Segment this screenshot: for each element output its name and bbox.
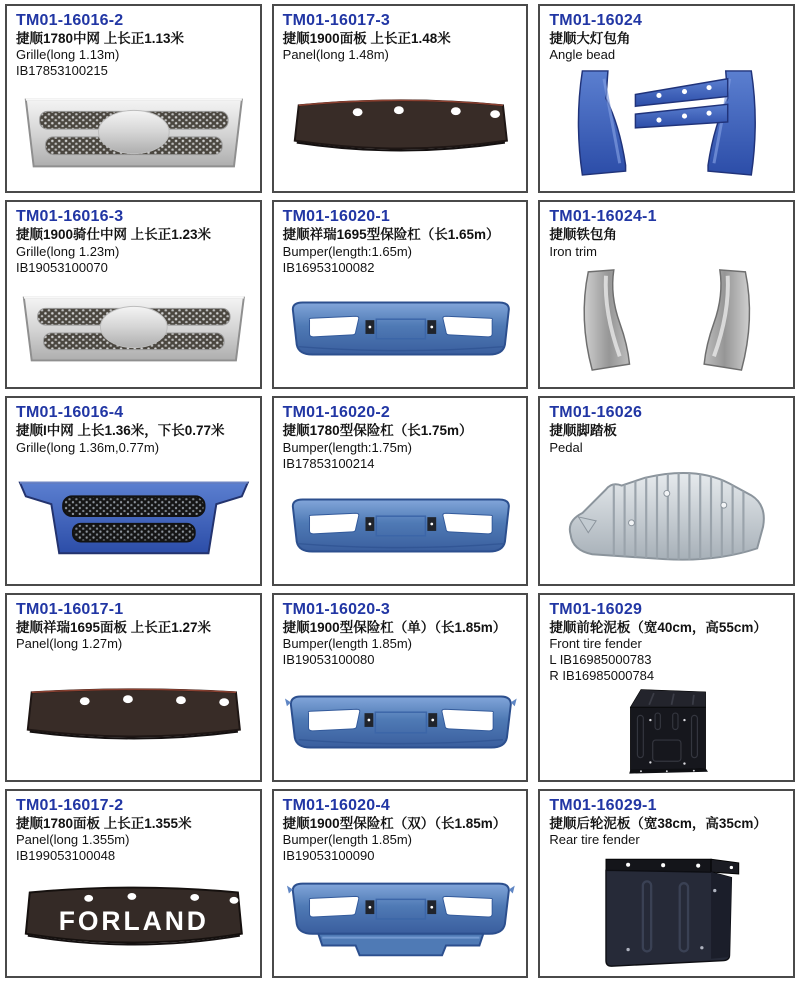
part-code: IB16953100082 <box>282 259 375 275</box>
part-desc-en: Panel(long 1.48m) <box>282 47 389 63</box>
part-desc-cn: 捷顺1900型保险杠（单）（长1.85m） <box>282 619 507 635</box>
angle-bead-image <box>549 63 785 187</box>
dark-panel-image <box>283 63 519 187</box>
part-number: TM01-16017-2 <box>16 796 124 814</box>
catalog-cell-tm01-16017-1 <box>5 593 262 782</box>
part-desc-cn: 捷顺铁包角 <box>549 227 617 243</box>
catalog-cell-tm01-16020-4 <box>272 789 529 978</box>
part-desc-cn: 捷顺1900骑仕中网 上长正1.23米 <box>16 227 212 243</box>
forland-logo-text: FORLAND <box>58 905 209 936</box>
catalog-cell-tm01-16029 <box>538 593 795 782</box>
part-code: IB17853100215 <box>16 63 108 79</box>
part-number: TM01-16020-3 <box>282 600 391 618</box>
iron-trim-image <box>549 260 785 384</box>
silver-grille-image <box>16 275 252 383</box>
part-desc-en: Panel(long 1.27m) <box>16 636 123 652</box>
part-desc-en: Front tire fender <box>549 636 642 652</box>
part-code-right: R IB16985000784 <box>549 667 655 683</box>
part-code-left: L IB16985000783 <box>549 651 652 667</box>
part-number: TM01-16016-3 <box>16 208 124 226</box>
part-code: IB17853100214 <box>282 455 375 471</box>
part-desc-en: Grille(long 1.36m,0.77m) <box>16 439 160 455</box>
part-desc-cn: 捷顺大灯包角 <box>549 31 631 46</box>
part-desc-en: Bumper(length 1.85m) <box>282 636 412 652</box>
part-desc-cn: 捷顺前轮泥板（宽40cm，高55cm） <box>549 619 767 635</box>
blue-bumper-image <box>283 275 519 383</box>
part-desc-en: Grille(long 1.23m) <box>16 243 120 259</box>
part-desc-en: Iron trim <box>549 243 597 259</box>
part-desc-en: Pedal <box>549 439 583 455</box>
part-desc-cn: 捷顺1780面板 上长正1.355米 <box>16 815 192 831</box>
blue-bumper-image <box>283 668 519 776</box>
part-desc-cn: 捷顺脚踏板 <box>549 423 617 439</box>
part-number: TM01-16024-1 <box>549 208 657 226</box>
rear-fender-image <box>549 848 785 972</box>
catalog-cell-tm01-16017-3 <box>272 4 529 193</box>
catalog-cell-tm01-16017-2 <box>5 789 262 978</box>
catalog-cell-tm01-16029-1 <box>538 789 795 978</box>
blue-bumper-lip-image <box>283 864 519 972</box>
part-desc-en: Rear tire fender <box>549 832 640 848</box>
front-fender-image <box>549 684 785 776</box>
part-desc-en: Grille(long 1.13m) <box>16 47 120 63</box>
catalog-cell-tm01-16016-2 <box>5 4 262 193</box>
part-number: TM01-16016-4 <box>16 404 124 422</box>
part-code: IB19053100080 <box>282 651 375 667</box>
part-desc-en: Angle bead <box>549 47 616 63</box>
part-desc-cn: 捷顺I中网 上长1.36米，下长0.77米 <box>16 423 225 439</box>
part-code: IB19053100070 <box>16 259 108 275</box>
part-number: TM01-16026 <box>549 404 643 422</box>
catalog-cell-tm01-16016-3 <box>5 200 262 389</box>
pedal-image <box>549 456 785 580</box>
catalog-cell-tm01-16020-3 <box>272 593 529 782</box>
part-number: TM01-16017-1 <box>16 600 124 618</box>
part-desc-en: Bumper(length 1.85m) <box>282 832 412 848</box>
part-desc-cn: 捷顺祥瑞1695面板 上长正1.27米 <box>16 619 212 635</box>
catalog-cell-tm01-16026 <box>538 396 795 585</box>
part-desc-en: Bumper(length:1.65m) <box>282 243 412 259</box>
part-desc-cn: 捷顺祥瑞1695型保险杠（长1.65m） <box>282 227 500 243</box>
forland-panel-image <box>16 864 252 972</box>
catalog-cell-tm01-16016-4 <box>5 396 262 585</box>
part-desc-cn: 捷顺1780中网 上长正1.13米 <box>16 31 185 46</box>
catalog-cell-tm01-16020-1 <box>272 200 529 389</box>
part-code: IB19053100090 <box>282 848 375 864</box>
part-number: TM01-16016-2 <box>16 12 124 29</box>
part-desc-en: Bumper(length:1.75m) <box>282 439 412 455</box>
catalog-cell-tm01-16024-1 <box>538 200 795 389</box>
part-number: TM01-16020-4 <box>282 796 391 814</box>
part-desc-cn: 捷顺后轮泥板（宽38cm，高35cm） <box>549 815 767 831</box>
part-desc-cn: 捷顺1780型保险杠（长1.75m） <box>282 423 473 439</box>
silver-grille-image <box>16 79 252 187</box>
part-code: IB199053100048 <box>16 848 116 864</box>
part-number: TM01-16020-1 <box>282 208 391 226</box>
dark-panel-image <box>16 652 252 776</box>
catalog-cell-tm01-16020-2 <box>272 396 529 585</box>
part-number: TM01-16029 <box>549 600 643 618</box>
part-number: TM01-16024 <box>549 12 643 29</box>
part-number: TM01-16017-3 <box>282 12 391 29</box>
part-number: TM01-16029-1 <box>549 796 657 814</box>
part-desc-en: Panel(long 1.355m) <box>16 832 130 848</box>
blue-grille-image <box>16 456 252 580</box>
part-desc-cn: 捷顺1900型保险杠（双）（长1.85m） <box>282 815 507 831</box>
blue-bumper-image <box>283 472 519 580</box>
part-number: TM01-16020-2 <box>282 404 391 422</box>
part-desc-cn: 捷顺1900面板 上长正1.48米 <box>282 31 451 46</box>
catalog-cell-tm01-16024 <box>538 4 795 193</box>
